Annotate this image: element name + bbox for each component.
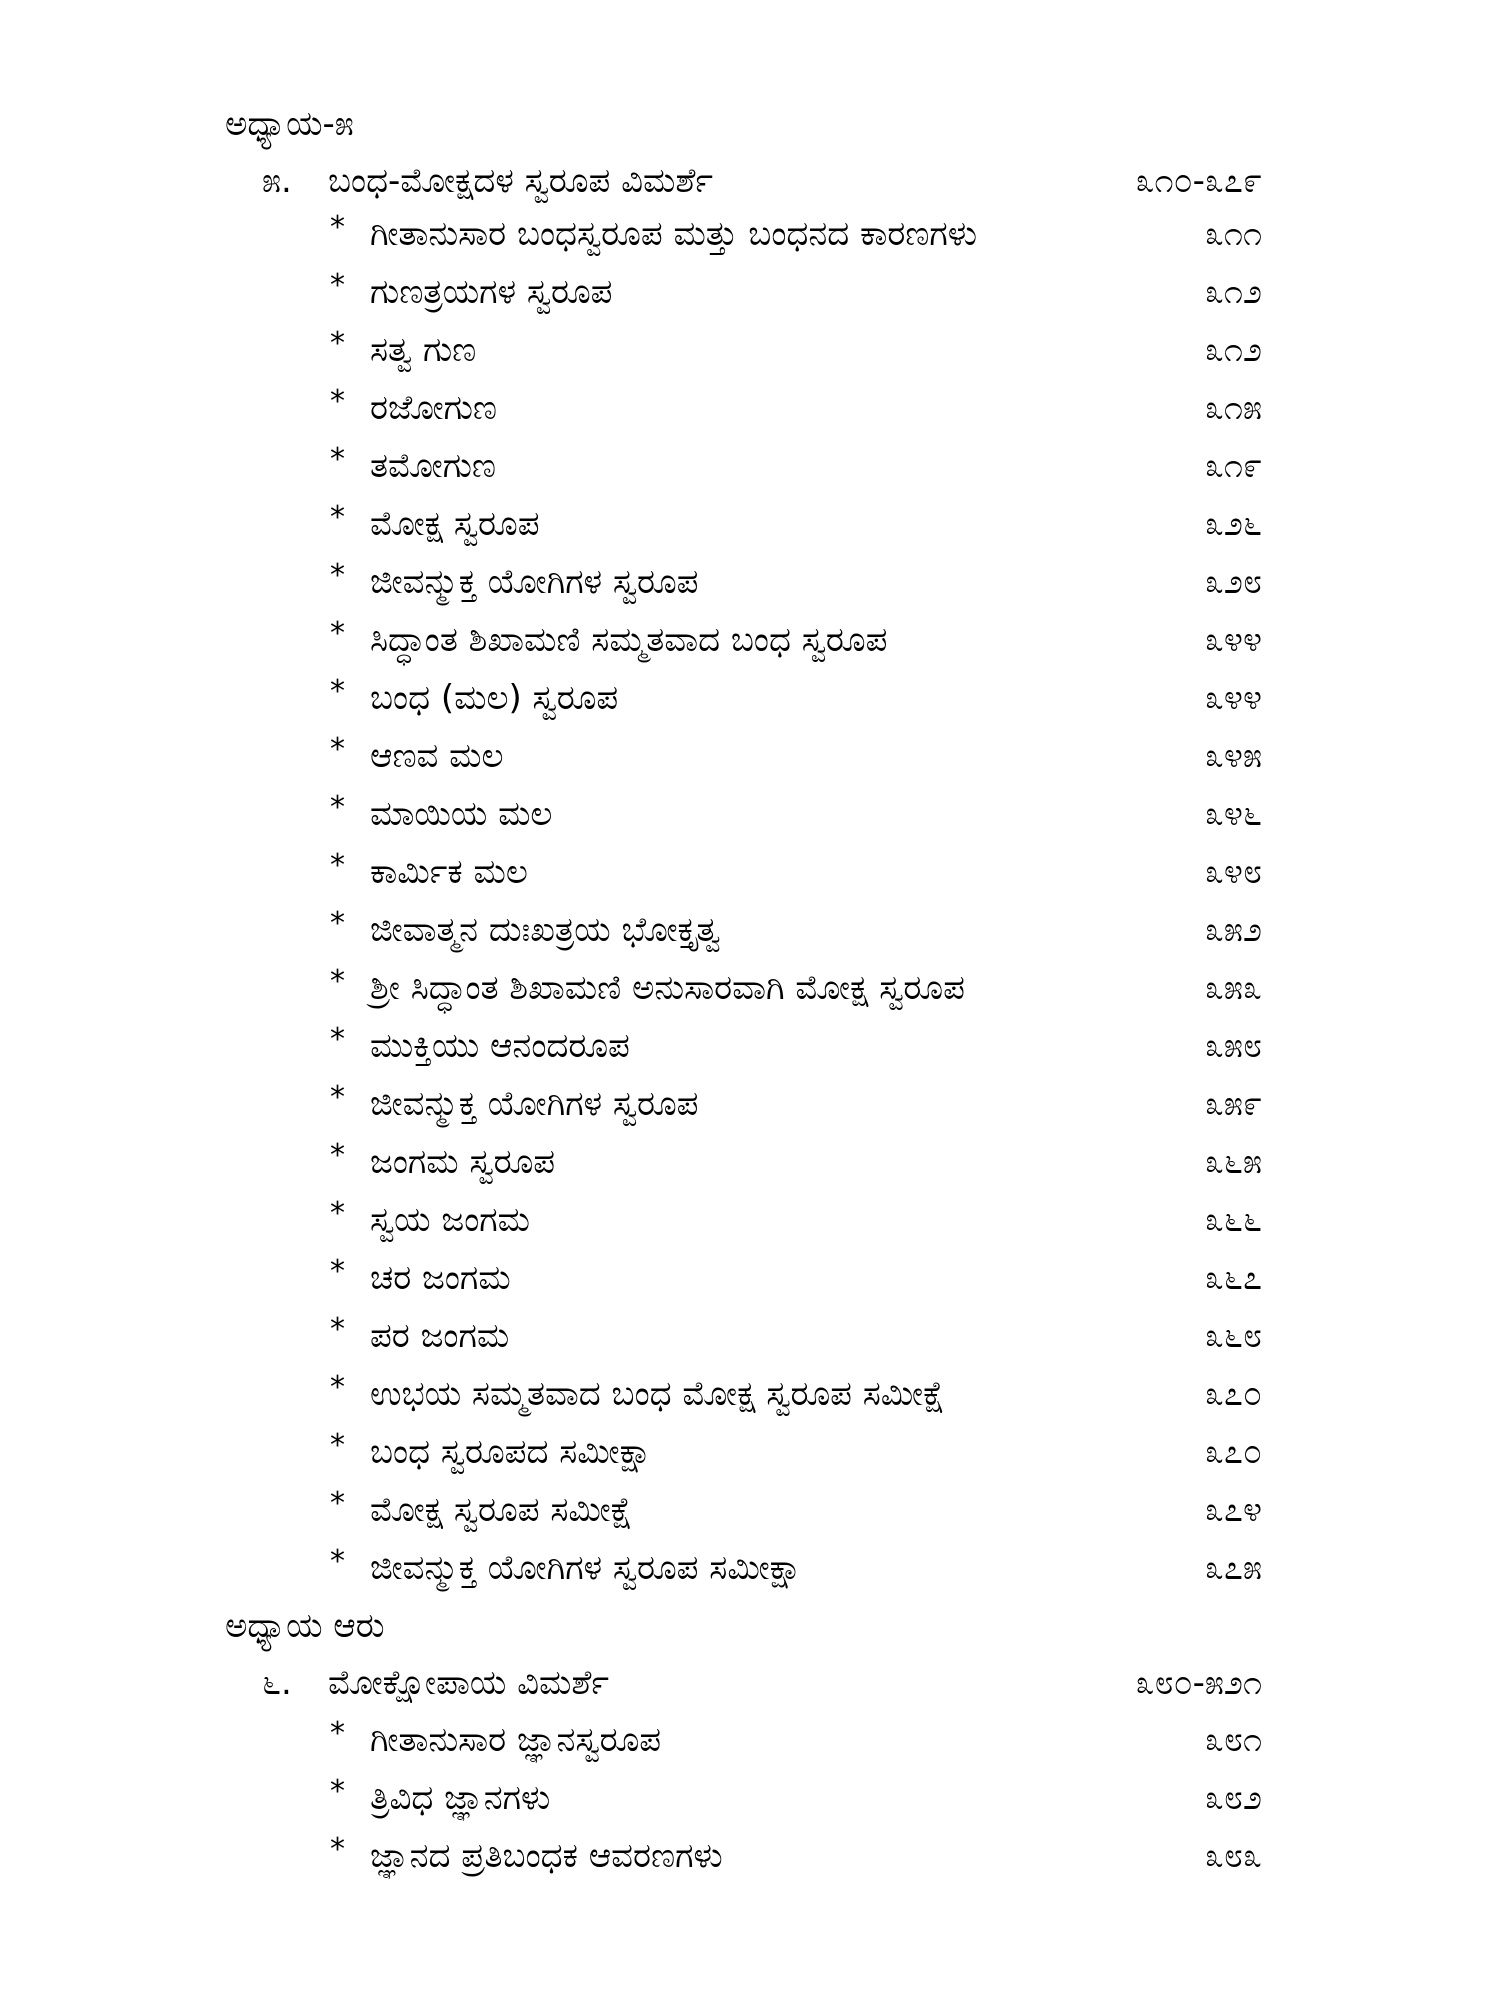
- section-page-range: ೩೧೦-೩೭೯: [1135, 161, 1262, 201]
- bullet-star: *: [330, 732, 345, 767]
- toc-entry: [0, 904, 1500, 956]
- entry-title: ತಮೋಗುಣ: [370, 446, 497, 486]
- bullet-star: *: [330, 1196, 345, 1231]
- section-title: ಬಂಧ-ಮೋಕ್ಷದಳ ಸ್ವರೂಪ ವಿಮರ್ಶೆ: [328, 161, 713, 201]
- entry-page: ೩೧೫: [1204, 388, 1262, 428]
- toc-entry: [0, 730, 1500, 782]
- entry-page: ೩೬೬: [1204, 1200, 1262, 1240]
- section-page-range: ೩೮೦-೫೨೧: [1135, 1663, 1262, 1703]
- entry-title: ಜೀವನ್ಮುಕ್ತ ಯೋಗಿಗಳ ಸ್ವರೂಪ: [370, 1084, 699, 1124]
- toc-entry: [0, 1542, 1500, 1594]
- bullet-star: *: [330, 1716, 345, 1751]
- toc-entry: [0, 440, 1500, 492]
- entry-page: ೩೫೩: [1204, 968, 1262, 1008]
- entry-title: ಚರ ಜಂಗಮ: [370, 1258, 511, 1298]
- bullet-star: *: [330, 1138, 345, 1173]
- bullet-star: *: [330, 1022, 345, 1057]
- entry-page: ೩೫೯: [1204, 1084, 1262, 1124]
- bullet-star: *: [330, 616, 345, 651]
- entry-title: ಜ್ಞಾನದ ಪ್ರತಿಬಂಧಕ ಆವರಣಗಳು: [370, 1836, 723, 1876]
- entry-title: ಜೀವಾತ್ಮನ ದುಃಖತ್ರಯ ಭೋಕ್ತೃತ್ವ: [370, 910, 721, 950]
- entry-title: ಸಿದ್ಧಾಂತ ಶಿಖಾಮಣಿ ಸಮ್ಮತವಾದ ಬಂಧ ಸ್ವರೂಪ: [370, 620, 888, 660]
- entry-page: ೩೧೨: [1204, 272, 1262, 312]
- toc-entry: [0, 962, 1500, 1014]
- entry-page: ೩೫೮: [1204, 1026, 1262, 1066]
- section-heading: [0, 1657, 1500, 1709]
- bullet-star: *: [330, 384, 345, 419]
- chapter-heading-text: ಅಧ್ಯಾಯ-೫: [225, 104, 354, 144]
- bullet-star: *: [330, 790, 345, 825]
- entry-page: ೩೮೧: [1204, 1720, 1262, 1760]
- entry-title: ಪರ ಜಂಗಮ: [370, 1316, 510, 1356]
- entry-title: ಬಂಧ ಸ್ವರೂಪದ ಸಮೀಕ್ಷಾ: [370, 1432, 653, 1472]
- bullet-star: *: [330, 442, 345, 477]
- entry-page: ೩೧೨: [1204, 330, 1262, 370]
- bullet-star: *: [330, 210, 345, 245]
- entry-page: ೩೪೪: [1204, 678, 1262, 718]
- bullet-star: *: [330, 500, 345, 535]
- toc-entry: [0, 788, 1500, 840]
- bullet-star: *: [330, 1832, 345, 1867]
- entry-title: ಗೀತಾನುಸಾರ ಬಂಧಸ್ವರೂಪ ಮತ್ತು ಬಂಧನದ ಕಾರಣಗಳು: [370, 214, 978, 254]
- entry-title: ಬಂಧ (ಮಲ) ಸ್ವರೂಪ: [370, 678, 619, 718]
- bullet-star: *: [330, 326, 345, 361]
- entry-title: ತ್ರಿವಿಧ ಜ್ಞಾನಗಳು: [370, 1778, 551, 1818]
- toc-entry: [0, 208, 1500, 260]
- toc-entry: [0, 1484, 1500, 1536]
- section-number: ೫.: [262, 161, 292, 201]
- bullet-star: *: [330, 906, 345, 941]
- toc-entry: [0, 1830, 1500, 1882]
- entry-page: ೩೨೬: [1204, 504, 1262, 544]
- bullet-star: *: [330, 1312, 345, 1347]
- entry-title: ಗುಣತ್ರಯಗಳ ಸ್ವರೂಪ: [370, 272, 613, 312]
- entry-title: ಮೋಕ್ಷ ಸ್ವರೂಪ ಸಮೀಕ್ಷೆ: [370, 1490, 633, 1530]
- toc-entry: [0, 1078, 1500, 1130]
- entry-page: ೩೪೬: [1204, 794, 1262, 834]
- entry-page: ೩೬೫: [1204, 1142, 1262, 1182]
- entry-title: ಗೀತಾನುಸಾರ ಜ್ಞಾನಸ್ವರೂಪ: [370, 1720, 662, 1760]
- entry-title: ಸತ್ವ ಗುಣ: [370, 330, 477, 370]
- bullet-star: *: [330, 1544, 345, 1579]
- bullet-star: *: [330, 1486, 345, 1521]
- entry-page: ೩೨೮: [1204, 562, 1262, 602]
- entry-title: ಆಣವ ಮಲ: [370, 736, 504, 776]
- entry-page: ೩೭೦: [1204, 1374, 1262, 1414]
- section-title: ಮೋಕ್ಷೋಪಾಯ ವಿಮರ್ಶೆ: [328, 1663, 609, 1703]
- section-number: ೬.: [262, 1663, 292, 1703]
- entry-page: ೩೬೮: [1204, 1316, 1262, 1356]
- entry-title: ಜೀವನ್ಮುಕ್ತ ಯೋಗಿಗಳ ಸ್ವರೂಪ: [370, 562, 699, 602]
- bullet-star: *: [330, 1774, 345, 1809]
- entry-page: ೩೪೫: [1204, 736, 1262, 776]
- toc-entry: [0, 382, 1500, 434]
- bullet-star: *: [330, 1428, 345, 1463]
- chapter-heading-text: ಅಧ್ಯಾಯ ಆರು: [225, 1606, 385, 1646]
- entry-page: ೩೬೭: [1204, 1258, 1262, 1298]
- entry-title: ಶ್ರೀ ಸಿದ್ಧಾಂತ ಶಿಖಾಮಣಿ ಅನುಸಾರವಾಗಿ ಮೋಕ್ಷ ಸ್ವರೂಪ: [370, 968, 965, 1008]
- entry-page: ೩೭೦: [1204, 1432, 1262, 1472]
- toc-entry: [0, 1136, 1500, 1188]
- section-heading: [0, 155, 1500, 207]
- entry-page: ೩೭೪: [1204, 1490, 1262, 1530]
- toc-entry: [0, 1426, 1500, 1478]
- entry-title: ರಜೋಗುಣ: [370, 388, 497, 428]
- toc-entry: [0, 1194, 1500, 1246]
- bullet-star: *: [330, 268, 345, 303]
- entry-title: ಜಂಗಮ ಸ್ವರೂಪ: [370, 1142, 556, 1182]
- toc-entry: [0, 556, 1500, 608]
- entry-title: ಮೋಕ್ಷ ಸ್ವರೂಪ: [370, 504, 540, 544]
- toc-entry: [0, 672, 1500, 724]
- entry-page: ೩೫೨: [1204, 910, 1262, 950]
- toc-entry: [0, 498, 1500, 550]
- chapter-heading: [0, 1600, 1500, 1652]
- toc-entry: [0, 1310, 1500, 1362]
- bullet-star: *: [330, 674, 345, 709]
- toc-entry: [0, 266, 1500, 318]
- entry-page: ೩೭೫: [1204, 1548, 1262, 1588]
- chapter-heading: [0, 98, 1500, 150]
- entry-page: ೩೪೪: [1204, 620, 1262, 660]
- toc-entry: [0, 846, 1500, 898]
- bullet-star: *: [330, 1370, 345, 1405]
- toc-entry: [0, 1368, 1500, 1420]
- toc-entry: [0, 324, 1500, 376]
- bullet-star: *: [330, 558, 345, 593]
- bullet-star: *: [330, 848, 345, 883]
- entry-title: ಜೀವನ್ಮುಕ್ತ ಯೋಗಿಗಳ ಸ್ವರೂಪ ಸಮೀಕ್ಷಾ: [370, 1548, 803, 1588]
- toc-entry: [0, 1772, 1500, 1824]
- entry-title: ಕಾರ್ಮಿಕ ಮಲ: [370, 852, 528, 892]
- entry-title: ಉಭಯ ಸಮ್ಮತವಾದ ಬಂಧ ಮೋಕ್ಷ ಸ್ವರೂಪ ಸಮೀಕ್ಷೆ: [370, 1374, 946, 1414]
- toc-entry: [0, 1252, 1500, 1304]
- entry-title: ಸ್ವಯ ಜಂಗಮ: [370, 1200, 530, 1240]
- toc-entry: [0, 1020, 1500, 1072]
- entry-page: ೩೧೯: [1204, 446, 1262, 486]
- entry-page: ೩೮೨: [1204, 1778, 1262, 1818]
- entry-title: ಮಾಯಿಯ ಮಲ: [370, 794, 553, 834]
- entry-title: ಮುಕ್ತಿಯು ಆನಂದರೂಪ: [370, 1026, 630, 1066]
- toc-entry: [0, 614, 1500, 666]
- entry-page: ೩೮೩: [1204, 1836, 1262, 1876]
- bullet-star: *: [330, 1080, 345, 1115]
- entry-page: ೩೧೧: [1204, 214, 1262, 254]
- toc-entry: [0, 1714, 1500, 1766]
- bullet-star: *: [330, 964, 345, 999]
- entry-page: ೩೪೮: [1204, 852, 1262, 892]
- bullet-star: *: [330, 1254, 345, 1289]
